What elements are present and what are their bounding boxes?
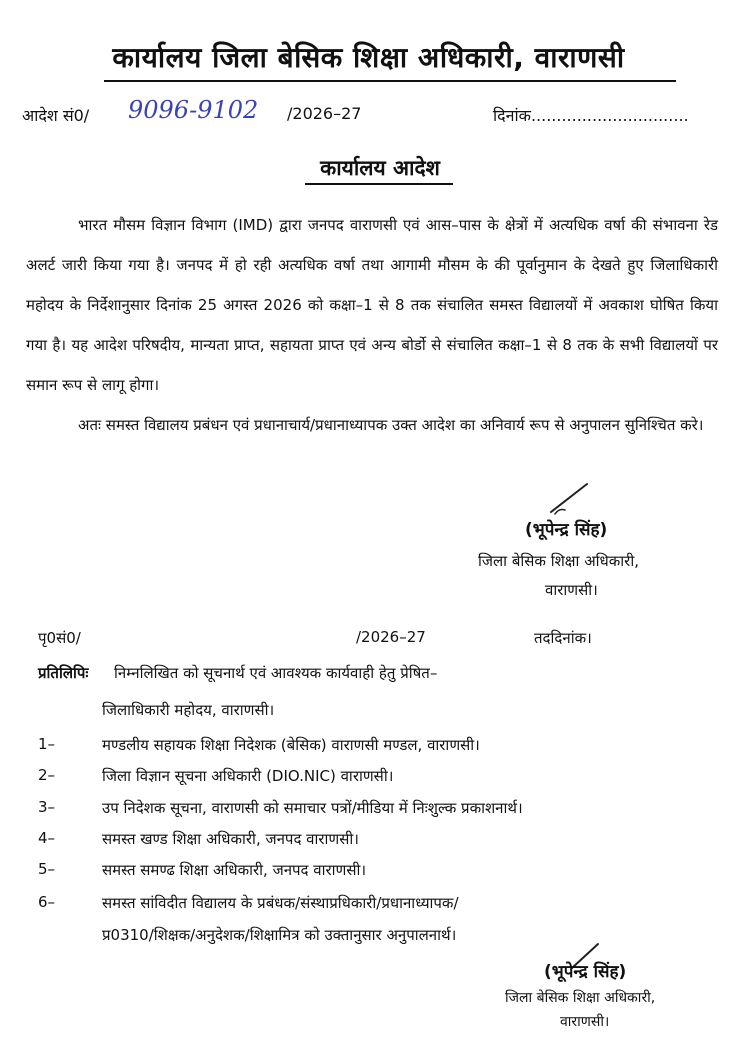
order-number-line [0,96,737,130]
compliance-paragraph: अतः समस्त विद्यालय प्रबंधन एवं प्रधानाचार्य/प्रधानाध्यापक उक्त आदेश का अनिवार्य रूप से अनुपालन सुनिश्चित करे। [78,416,704,434]
recipient-number: 1– [38,735,56,753]
copy-to-label: प्रतिलिपिः [38,664,89,682]
recipient-text: उप निदेशक सूचना, वाराणसी को समाचार पत्रों/मीडिया में निःशुल्क प्रकाशनार्थ। [102,799,523,817]
recipient-number: 2– [38,766,56,784]
date-field: दिनांक............................... [493,106,689,125]
recipient-text: समस्त सांविदीत विद्यालय के प्रबंधक/संस्थाप्रधिकारी/प्रधानाध्यापक/ [102,894,459,912]
signatory-place: वाराणसी। [560,1014,610,1030]
signatory-designation: जिला बेसिक शिक्षा अधिकारी, [505,990,656,1006]
order-year: /2026–27 [287,104,362,123]
recipient-number: 3– [38,798,56,816]
title-underline [104,80,676,82]
order-body-paragraph: भारत मौसम विज्ञान विभाग (IMD) द्वारा जनपद वाराणसी एवं आस–पास के क्षेत्रों में अत्यधिक वर्षा की संभावना रेड अलर्ट जारी किया गया है। जनपद में हो रही अत्यधिक वर्षा तथा आगामी मौसम के की पूर्वानुमान के देखते हुए जिलाधिकारी महोदय के निर्देशानुसार दिनांक 25 अगस्त 2026 को कक्षा–1 से 8 तक संचालित समस्त विद्यालयों में अवकाश घोषित किया गया है। यह आदेश परिषदीय, मान्यता प्राप्त, सहायता प्राप्त एवं अन्य बोर्डो से संचालित कक्षा–1 से 8 तक के सभी विद्यालयों पर समान रूप से लागू होगा। [26,216,718,394]
recipient-text: जिला विज्ञान सूचना अधिकारी (DIO.NIC) वाराणसी। [102,767,394,785]
signatory-place: वाराणसी। [545,581,598,599]
endorsement-year: /2026–27 [356,628,426,646]
recipient-number: 5– [38,860,56,878]
heading-underline [305,183,453,185]
signatory-name: (भूपेन्द्र सिंह) [544,962,627,982]
office-title: कार्यालय जिला बेसिक शिक्षा अधिकारी, वाराणसी [112,41,625,74]
recipient-number: 6– [38,893,56,911]
signature-mark [545,478,595,518]
order-heading: कार्यालय आदेश [320,156,440,180]
recipient-text: समस्त खण्ड शिक्षा अधिकारी, जनपद वाराणसी। [102,830,359,848]
order-number-label: आदेश सं0/ [22,106,90,125]
endorsement-date: तददिनांक। [534,629,592,647]
copy-to-intro: निम्नलिखित को सूचनार्थ एवं आवश्यक कार्यवाही हेतु प्रेषित– [114,664,438,682]
first-recipient: जिलाधिकारी महोदय, वाराणसी। [102,701,275,719]
recipient-number: 4– [38,829,56,847]
recipient-text: मण्डलीय सहायक शिक्षा निदेशक (बेसिक) वाराणसी मण्डल, वाराणसी। [102,736,480,754]
endorsement-number-label: पृ0सं0/ [38,629,81,647]
handwritten-order-number: 9096-9102 [128,96,259,124]
signatory-designation: जिला बेसिक शिक्षा अधिकारी, [478,552,639,570]
recipient-text-continued: प्र0310/शिक्षक/अनुदेशक/शिक्षामित्र को उक्तानुसार अनुपालनार्थ। [102,926,457,944]
recipient-text: समस्त समण्ढ शिक्षा अधिकारी, जनपद वाराणसी। [102,861,367,879]
signatory-name: (भूपेन्द्र सिंह) [525,520,608,540]
